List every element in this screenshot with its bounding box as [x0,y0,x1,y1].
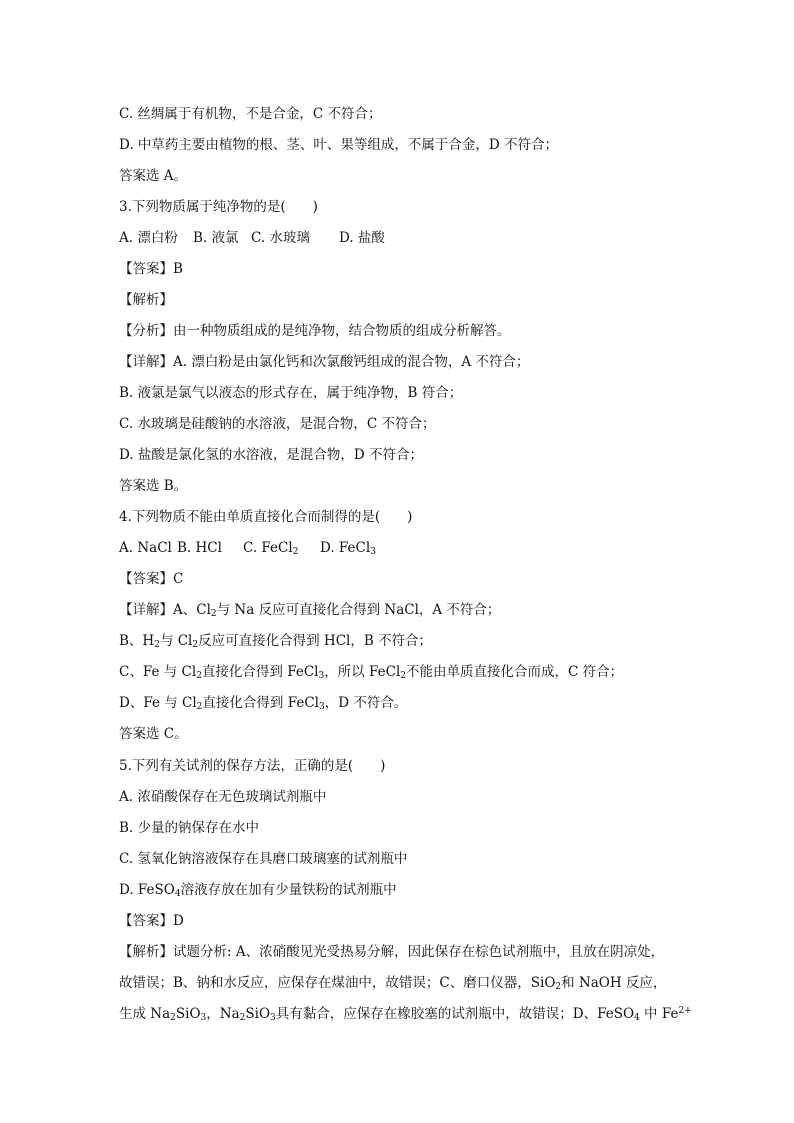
explanation-text: B. 液氯是氯气以液态的形式存在，属于纯净物，B 符合； [119,385,463,401]
text-line: 答案选 A。 [119,168,188,184]
option-b: B. HCl [177,540,222,556]
answer-label: 【答案】D [119,913,184,929]
analysis-label: 【解析】 [119,292,173,308]
explanation-text: C. 水玻璃是硅酸钠的水溶液，是混合物，C 不符合； [119,416,436,432]
analysis-text: 【分析】由一种物质组成的是纯净物，结合物质的组成分析解答。 [119,323,511,339]
explanation-text: D、Fe 与 $Cl_2$直接化合得到 FeCl$_3$，D 不符合。 [119,695,408,712]
question-3: 3.下列物质属于纯净物的是( ) [119,199,318,215]
question-3-options [119,229,694,247]
explanation-text: 故错误；B、钠和水反应，应保存在煤油中，故错误；C、磨口仪器，SiO$_2$和 NaOH 反应， [119,975,667,992]
explanation-text: 【详解】A. 漂白粉是由氯化钙和次氯酸钙组成的混合物，A 不符合； [119,354,530,370]
explanation-text: 生成 $Na_2SiO_3$，$Na_2SiO_3$具有黏合，应保存在橡胶塞的试剂瓶中，故错误；D、FeSO$_4$ 中 $Fe^{2+}$ [119,1006,692,1023]
question-5: 5.下列有关试剂的保存方法，正确的是( ) [119,758,386,774]
option-b: B. 液氯 [193,230,239,246]
explanation-text: 【解析】试题分析: A、浓硝酸见光受热易分解，因此保存在棕色试剂瓶中，且放在阴凉处， [119,944,665,960]
option-d: D. 盐酸 [339,230,385,246]
answer-label: 【答案】B [119,261,183,277]
option-d: D. FeSO$_4$溶液存放在加有少量铁粉的试剂瓶中 [119,882,397,899]
final-answer: 答案选 B。 [119,478,188,494]
final-answer: 答案选 C。 [119,726,188,742]
option-b: B. 少量的钠保存在水中 [119,820,260,836]
question-4: 4.下列物质不能由单质直接化合而制得的是( ) [119,509,413,525]
answer-label: 【答案】C [119,571,184,587]
option-c: C. FeCl$_2$ [243,540,299,557]
option-a: A. 浓硝酸保存在无色玻璃试剂瓶中 [119,789,327,805]
question-4-options [119,539,694,557]
option-d: D. FeCl$_3$ [320,540,376,557]
explanation-text: B、$H_2$与 $Cl_2$反应可直接化合得到 HCl，B 不符合； [119,633,433,650]
option-a: A. NaCl [119,540,172,556]
option-c: C. 水玻璃 [251,230,310,246]
option-a: A. 漂白粉 [119,230,178,246]
text-line: C. 丝绸属于有机物，不是合金，C 不符合； [119,106,382,122]
explanation-text: C、Fe 与 $Cl_2$直接化合得到 FeCl$_3$，所以 FeCl$_2$不能由单质直接化合而成，C 符合； [119,664,624,681]
explanation-text: D. 盐酸是氯化氢的水溶液，是混合物，D 不符合； [119,447,424,463]
explanation-text: 【详解】A、$Cl_2$与 Na 反应可直接化合得到 NaCl，A 不符合； [119,602,501,619]
text-line: D. 中草药主要由植物的根、茎、叶、果等组成，不属于合金，D 不符合； [119,137,559,153]
option-c: C. 氢氧化钠溶液保存在具磨口玻璃塞的试剂瓶中 [119,851,408,867]
